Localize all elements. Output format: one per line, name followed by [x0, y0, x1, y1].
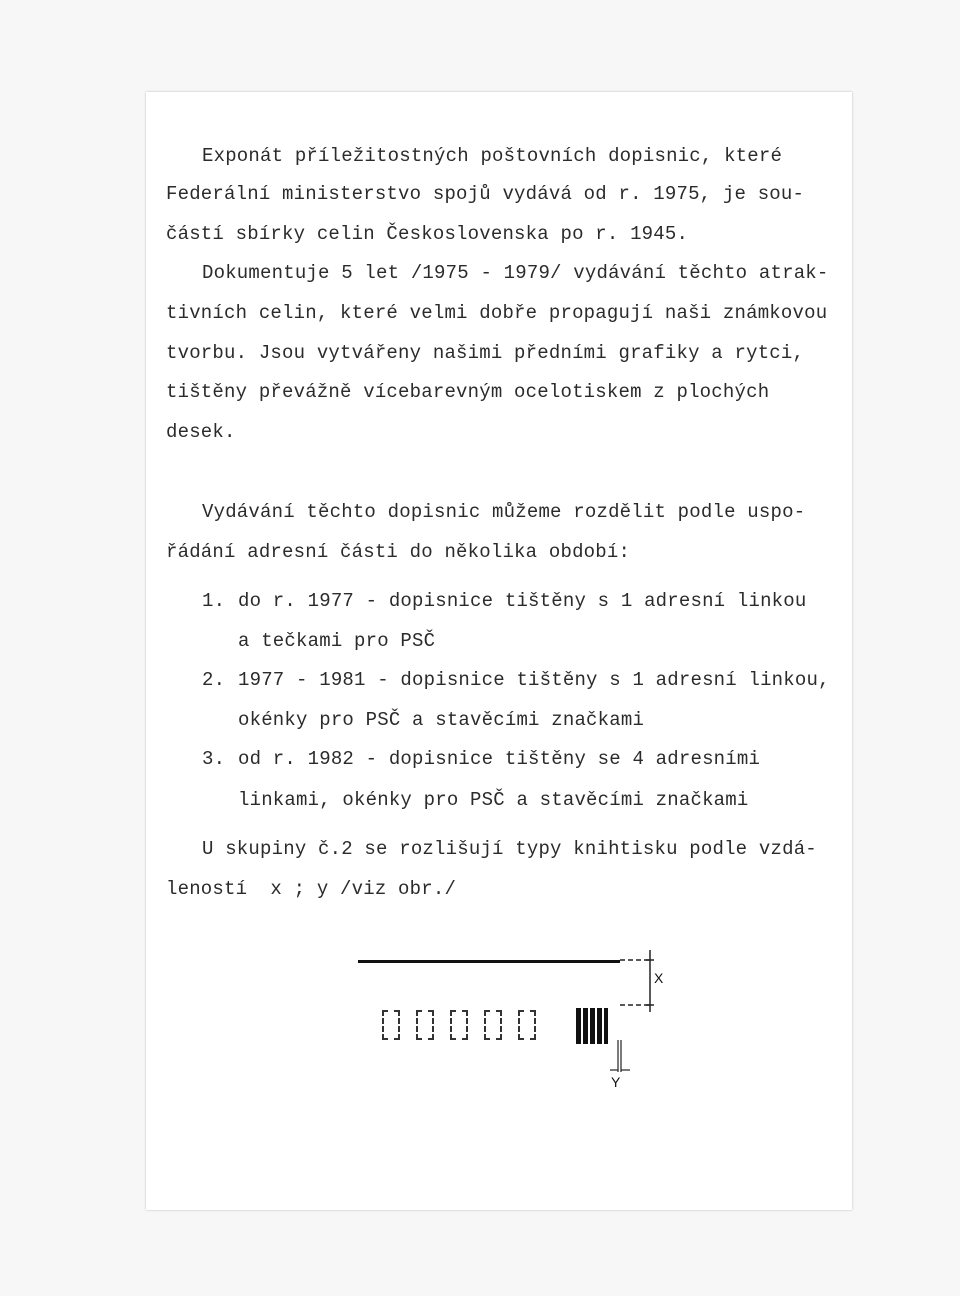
alignment-bar: [583, 1008, 588, 1044]
dimension-marks: [606, 944, 666, 1094]
list-item-1-num: 1.: [202, 590, 226, 612]
alignment-bar: [597, 1008, 602, 1044]
list-item-2-num: 2.: [202, 669, 226, 691]
postcode-box: [484, 1010, 502, 1040]
p4-line-2: leností x ; y /viz obr./: [166, 878, 457, 900]
p1-line-2: Federální ministerstvo spojů vydává od r. 1975, je sou-: [166, 183, 805, 205]
list-item-2-line-1: 1977 - 1981 - dopisnice tištěny s 1 adresní linkou,: [238, 669, 830, 691]
dimension-y-label: Y: [611, 1074, 621, 1090]
document-sheet: [146, 92, 852, 1210]
list-item-1-line-1: do r. 1977 - dopisnice tištěny s 1 adresní linkou: [238, 590, 807, 612]
postcode-box: [450, 1010, 468, 1040]
list-item-1-line-2: a tečkami pro PSČ: [238, 630, 436, 652]
p1-line-3: částí sbírky celin Československa po r. 1945.: [166, 223, 689, 245]
p4-line-1: U skupiny č.2 se rozlišují typy knihtisku podle vzdá-: [202, 838, 817, 860]
list-item-3-line-1: od r. 1982 - dopisnice tištěny se 4 adresními: [238, 748, 761, 770]
list-item-2-line-2: okénky pro PSČ a stavěcími značkami: [238, 709, 645, 731]
dimension-x-label: X: [654, 970, 664, 986]
p3-line-2: řádání adresní části do několika období:: [166, 541, 631, 563]
list-item-3-num: 3.: [202, 748, 226, 770]
p2-line-1: Dokumentuje 5 let /1975 - 1979/ vydávání těchto atrak-: [202, 262, 829, 284]
p1-line-1: Exponát příležitostných poštovních dopisnic, které: [202, 145, 783, 167]
postcode-box: [382, 1010, 400, 1040]
p2-line-5: desek.: [166, 421, 236, 443]
p2-line-4: tištěny převážně vícebarevným ocelotiskem z plochých: [166, 381, 770, 403]
postcode-box: [518, 1010, 536, 1040]
p3-line-1: Vydávání těchto dopisnic můžeme rozdělit podle uspo-: [202, 501, 806, 523]
p2-line-3: tvorbu. Jsou vytvářeny našimi předními grafiky a rytci,: [166, 342, 805, 364]
list-item-3-line-2: linkami, okénky pro PSČ a stavěcími značkami: [238, 789, 749, 811]
address-line: [358, 960, 620, 963]
p2-line-2: tivních celin, které velmi dobře propagují naši známkovou: [166, 302, 828, 324]
postcode-box: [416, 1010, 434, 1040]
alignment-bar: [576, 1008, 581, 1044]
alignment-bar: [590, 1008, 595, 1044]
